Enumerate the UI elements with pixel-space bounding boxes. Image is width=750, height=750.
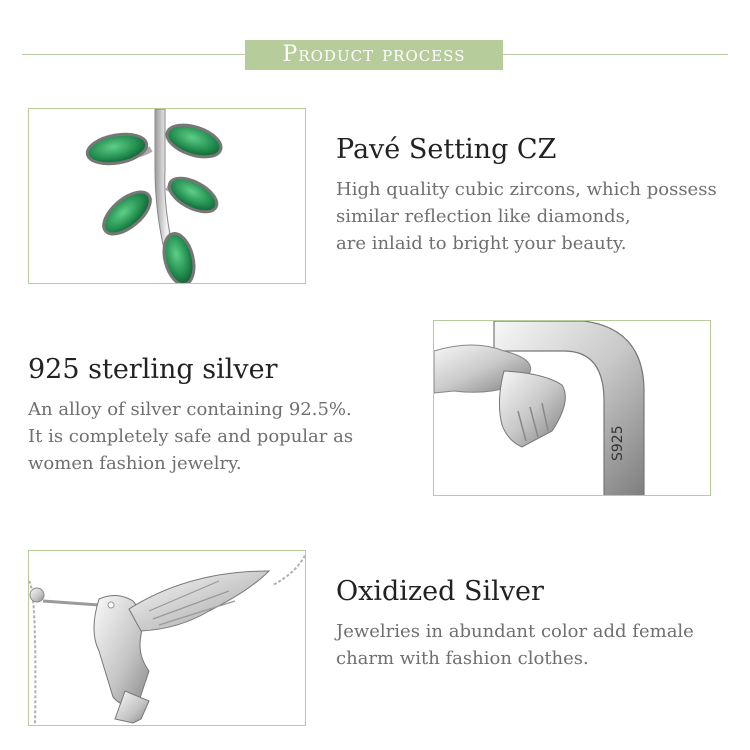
description-line: similar reflection like diamonds, <box>336 206 631 227</box>
description-line: women fashion jewelry. <box>28 453 242 474</box>
description-line: It is completely safe and popular as <box>28 426 354 447</box>
section-description <box>28 396 353 477</box>
stamp-text: S925 <box>610 425 626 461</box>
section-title: 925 sterling silver <box>28 354 278 385</box>
section-title: Oxidized Silver <box>336 576 544 607</box>
hummingbird-necklace-image <box>28 550 306 726</box>
section-description <box>336 176 717 257</box>
description-line: are inlaid to bright your beauty. <box>336 233 627 254</box>
description-line: High quality cubic zircons, which possess <box>336 179 717 200</box>
section-banner: Product process <box>245 40 503 70</box>
header-rule-right <box>503 54 728 55</box>
description-line: charm with fashion clothes. <box>336 648 589 669</box>
leaf-pendant-image <box>28 108 306 284</box>
section-title: Pavé Setting CZ <box>336 134 557 165</box>
silver-closeup-image <box>433 320 711 496</box>
description-line: Jewelries in abundant color add female <box>336 621 694 642</box>
header-rule-left <box>22 54 246 55</box>
description-line: An alloy of silver containing 92.5%. <box>28 399 352 420</box>
section-description <box>336 618 694 672</box>
